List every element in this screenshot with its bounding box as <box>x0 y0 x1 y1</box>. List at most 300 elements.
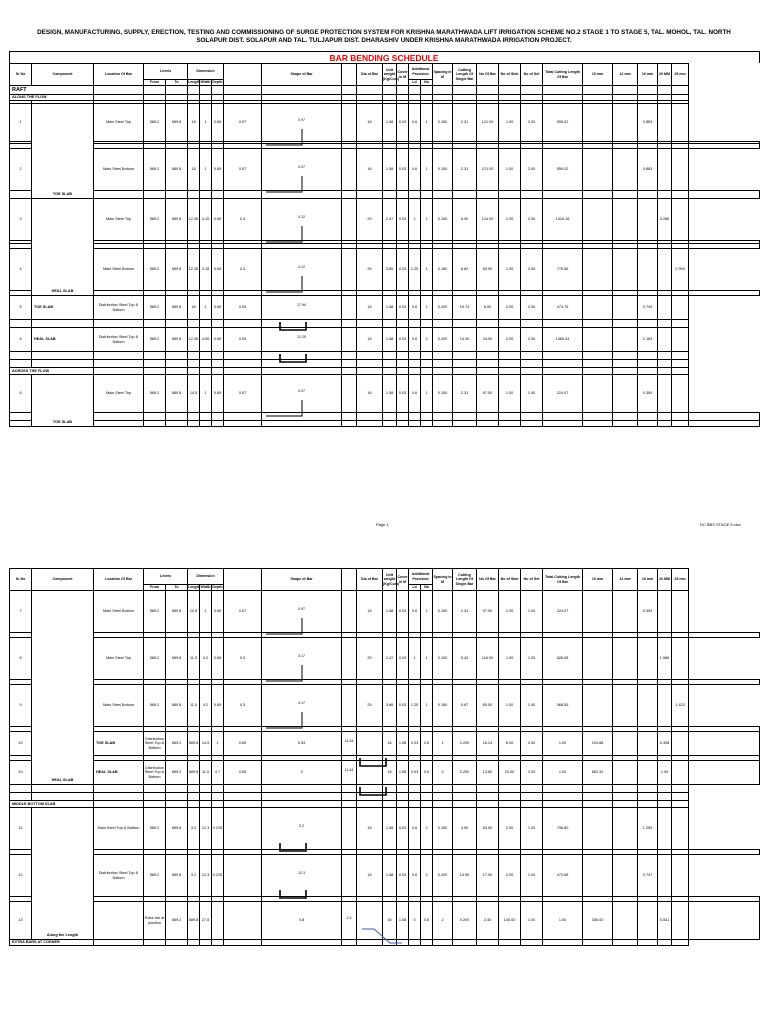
cell-16mm <box>638 249 658 291</box>
blank-cell <box>397 421 409 427</box>
cell-cutting-length: 5.30 <box>453 199 477 241</box>
cell-12mm <box>613 249 638 291</box>
cell-spacing: 0.150 <box>433 591 453 633</box>
cell-no-of-bar: 17.00 <box>477 855 499 897</box>
blank-cell <box>144 191 166 199</box>
blank-cell <box>433 320 453 328</box>
cell-12mm <box>613 855 638 897</box>
cell-spacing: 0.180 <box>433 685 453 727</box>
col-10mm: 10 mm <box>583 64 613 86</box>
cell-total-cutting: 336.00 <box>583 902 613 940</box>
cell-16mm <box>638 638 658 680</box>
col-sr-no: Sr No <box>10 64 32 86</box>
cell-location: Extra bar at junction <box>144 902 166 940</box>
cell-dia: 20 <box>357 199 383 241</box>
blank-cell <box>658 793 672 801</box>
blank-cell <box>10 320 32 328</box>
col-additional: Additional Provision <box>409 569 433 585</box>
cell-dia: 16 <box>357 104 383 142</box>
blank-cell <box>32 320 94 328</box>
col-spacing: Spacing in M <box>433 569 453 591</box>
blank-cell <box>477 785 499 793</box>
cell-10mm <box>613 761 638 785</box>
cell-unit-weight: 3.86 <box>383 249 397 291</box>
cell-no-of-bar: 97.00 <box>477 591 499 633</box>
blank-cell <box>32 352 94 360</box>
cell-spacer <box>342 249 357 291</box>
blank-cell <box>32 793 94 801</box>
blank-cell <box>433 413 453 421</box>
blank-cell <box>397 352 409 360</box>
bar-shape-svg <box>262 340 342 370</box>
cell-cover: 0.03 <box>397 296 409 320</box>
blank-cell <box>212 352 224 360</box>
col-20mm: 20 MM <box>658 569 672 591</box>
cell-cover: 0.03 <box>397 685 409 727</box>
cell-no-of-set: 1.00 <box>543 902 583 940</box>
blank-cell <box>499 793 521 801</box>
section-across-flow <box>10 368 760 375</box>
cell-cutting-length: 2.31 <box>453 104 477 142</box>
blank-cell <box>383 360 397 368</box>
cell-location: Distribution Steel Top & Bottom <box>94 328 144 352</box>
cell-to: 589.8 <box>188 902 200 940</box>
cell-no-of-set: 2.00 <box>521 149 543 191</box>
cell-16mm: 0.747 <box>638 855 658 897</box>
cell-spacing: 0.200 <box>453 732 477 756</box>
schedule-row <box>10 732 760 756</box>
cell-depth: 0.65 <box>212 149 224 191</box>
cell-cutting-length: 5.42 <box>453 638 477 680</box>
cell-extra: 0.57 <box>224 375 262 413</box>
blank-cell <box>262 940 342 946</box>
blank-cell <box>638 352 658 360</box>
cell-cover: 0.03 <box>409 761 421 785</box>
cell-no-of-side: 2.00 <box>521 732 543 756</box>
cell-to: 589.8 <box>166 296 188 320</box>
cell-ld: 0.6 <box>409 808 421 850</box>
col-dimension: Dimension <box>188 64 224 80</box>
col-location: Location Of Bar <box>94 569 144 591</box>
cell-12mm <box>613 328 638 352</box>
cell-from: 589.2 <box>166 902 188 940</box>
cell-10mm <box>613 902 638 940</box>
col-depth: Depth <box>212 585 223 590</box>
col-from: From <box>144 585 166 591</box>
bar-shape <box>342 761 357 785</box>
cell-10mm <box>583 591 613 633</box>
blank-cell <box>224 360 262 368</box>
blank-cell <box>638 785 658 793</box>
blank-cell <box>200 368 212 375</box>
schedule-row <box>10 902 760 940</box>
cell-no-of-side: 2.00 <box>499 808 521 850</box>
cell-10mm <box>583 855 613 897</box>
cell-no-of-set: 2.00 <box>521 104 543 142</box>
blank-cell <box>543 413 583 421</box>
col-no-of-side: No of Side <box>499 569 521 591</box>
cell-width <box>212 902 224 940</box>
blank-cell <box>224 86 262 95</box>
cell-sr-no: 4 <box>10 249 32 291</box>
cell-length: 3.2 <box>188 808 200 850</box>
cell-cover: 0.03 <box>397 855 409 897</box>
blank-cell <box>212 793 224 801</box>
blank-cell <box>94 368 144 375</box>
col-ld: Ld <box>409 585 421 591</box>
blank-cell <box>144 86 166 95</box>
blank-cell <box>453 793 477 801</box>
col-total-cutting: Total Cutting Length Of Bar <box>543 64 583 86</box>
col-spacer <box>342 569 357 591</box>
bar-shape-dimension: 12.29 <box>297 335 307 340</box>
bar-shape-dimension: 0.97 <box>298 389 306 394</box>
blank-cell <box>144 360 166 368</box>
cell-no: 1 <box>421 249 433 291</box>
blank-cell <box>613 785 638 793</box>
blank-cell <box>543 801 583 808</box>
cell-20mm <box>658 685 672 727</box>
col-depth: Depth <box>212 80 223 85</box>
blank-cell <box>658 801 672 808</box>
cell-extra: 0.3 <box>224 249 262 291</box>
blank-cell <box>409 320 421 328</box>
bar-shape <box>262 249 342 291</box>
blank-row <box>10 320 760 328</box>
blank-cell <box>613 191 638 199</box>
cell-width: 12.3 <box>200 808 212 850</box>
col-dimension: Dimension <box>188 569 224 585</box>
blank-cell <box>638 421 658 427</box>
cell-spacing: 0.200 <box>433 855 453 897</box>
cell-25mm <box>672 375 689 413</box>
blank-cell <box>166 421 188 427</box>
cell-cutting-length: 5.67 <box>453 685 477 727</box>
cell-from: 589.2 <box>144 104 166 142</box>
cell-to: 589.8 <box>166 104 188 142</box>
blank-cell <box>499 360 521 368</box>
cell-spacer <box>342 591 357 633</box>
cell-ld: 0.6 <box>409 591 421 633</box>
cell-width: 4.15 <box>200 199 212 241</box>
blank-cell <box>94 940 144 946</box>
cell-component <box>94 902 144 940</box>
sheet-left-border <box>9 51 10 63</box>
blank-cell <box>342 413 357 421</box>
blank-cell <box>543 191 583 199</box>
section-across-flow-label: ACROSS THE FLOW <box>10 368 94 375</box>
schedule-row <box>10 685 760 727</box>
blank-cell <box>342 320 357 328</box>
cell-total-cutting: 224.07 <box>543 591 583 633</box>
cell-no-of-bar: 6.00 <box>499 732 521 756</box>
cell-cutting-length: 16.24 <box>477 732 499 756</box>
blank-cell <box>224 421 262 427</box>
blank-cell <box>638 801 658 808</box>
blank-cell <box>144 801 166 808</box>
blank-cell <box>433 352 453 360</box>
cell-no: 1 <box>421 296 433 320</box>
cell-extra: 0.57 <box>224 104 262 142</box>
bar-shape-dimension: 17.94 <box>297 303 307 308</box>
cell-width: 1 <box>200 104 212 142</box>
cell-to: 589.8 <box>166 375 188 413</box>
cell-cover: 0.03 <box>397 328 409 352</box>
cell-no: 2 <box>421 808 433 850</box>
blank-cell <box>357 360 383 368</box>
cell-no-of-set: 1.00 <box>543 732 583 756</box>
blank-cell <box>477 413 499 421</box>
blank-cell <box>421 413 433 421</box>
col-component: Component <box>32 64 94 86</box>
cell-total-cutting: 368.55 <box>543 685 583 727</box>
blank-cell <box>672 191 689 199</box>
blank-cell <box>421 940 433 946</box>
cell-extra: 0.3 <box>224 638 262 680</box>
cell-25mm <box>689 732 760 756</box>
cell-25mm: 2.993 <box>672 249 689 291</box>
blank-cell <box>397 360 409 368</box>
bar-shape-dimension: 3.2 <box>299 824 305 829</box>
blank-cell <box>200 413 212 421</box>
cell-no-of-bar: 121.00 <box>477 149 499 191</box>
blank-cell <box>166 360 188 368</box>
bar-shape <box>262 591 342 633</box>
bar-shape-dimension: 0.97 <box>298 165 306 170</box>
cell-10mm <box>583 296 613 320</box>
cell-sr-no: 13 <box>10 902 32 940</box>
bar-shape-svg <box>262 394 342 424</box>
blank-cell <box>453 86 477 95</box>
col-cover: Cover in M <box>397 569 409 591</box>
cell-no-of-bar: 24.00 <box>499 761 521 785</box>
cell-length: 11.5 <box>188 685 200 727</box>
col-ld: Ld <box>409 80 421 86</box>
cell-location: Main Steel Bottom <box>94 685 144 727</box>
schedule-row <box>10 638 760 680</box>
blank-cell <box>433 793 453 801</box>
cell-component: HEAL SLAB <box>32 328 94 352</box>
bar-shape-svg <box>342 773 422 803</box>
cell-component: TOE SLAB <box>32 296 94 320</box>
cell-cutting-length: 2.40 <box>477 902 499 940</box>
cell-12mm <box>613 808 638 850</box>
col-12mm: 12 mm <box>613 64 638 86</box>
blank-cell <box>477 940 499 946</box>
blank-cell <box>94 86 144 95</box>
cell-20mm: 1.586 <box>658 638 672 680</box>
blank-cell <box>262 801 342 808</box>
cell-dia: 16 <box>357 591 383 633</box>
cell-ld: 1 <box>409 199 421 241</box>
cell-10mm <box>583 249 613 291</box>
blank-cell <box>212 86 224 95</box>
cell-component: TOE SLAB <box>32 375 94 427</box>
blank-cell <box>166 368 188 375</box>
cell-from: 589.2 <box>144 199 166 241</box>
col-25mm: 25 mm <box>672 64 689 86</box>
cell-no-of-set: 1.00 <box>543 761 583 785</box>
cell-extra: 0.3 <box>224 685 262 727</box>
cell-dia: 16 <box>357 149 383 191</box>
blank-cell <box>188 793 200 801</box>
blank-cell <box>188 940 200 946</box>
blank-cell <box>499 320 521 328</box>
cell-total-cutting: 628.08 <box>543 638 583 680</box>
cell-no-of-side: 2.00 <box>499 296 521 320</box>
blank-cell <box>200 793 212 801</box>
blank-cell <box>583 940 613 946</box>
blank-cell <box>453 413 477 421</box>
blank-cell <box>543 785 583 793</box>
cell-no-of-bar: 65.00 <box>477 685 499 727</box>
blank-cell <box>499 413 521 421</box>
blank-cell <box>638 360 658 368</box>
blank-cell <box>200 940 212 946</box>
blank-cell <box>689 680 760 685</box>
cell-sr-no: 7 <box>10 591 32 633</box>
cell-12mm <box>638 902 658 940</box>
cell-from: 589.2 <box>144 808 166 850</box>
col-cutting: Cutting Length Of Single Bar <box>453 569 477 591</box>
blank-cell <box>10 793 32 801</box>
cell-no-of-bar: 124.00 <box>477 199 499 241</box>
blank-cell <box>477 86 499 95</box>
cell-component: TOE SLAB <box>32 104 94 199</box>
cell-no-of-set: 1.00 <box>521 808 543 850</box>
cell-width: 4.65 <box>200 328 212 352</box>
blank-cell <box>383 320 397 328</box>
blank-cell <box>357 191 383 199</box>
cell-16mm: 1.05 <box>658 761 672 785</box>
blank-cell <box>583 191 613 199</box>
blank-cell <box>409 368 421 375</box>
cell-20mm <box>658 149 672 191</box>
blank-cell <box>521 86 543 95</box>
cell-total-cutting: 775.56 <box>543 249 583 291</box>
blank-cell <box>188 352 200 360</box>
cell-length: 18 <box>188 104 200 142</box>
cell-unit-weight: 1.58 <box>383 808 397 850</box>
blank-cell <box>200 785 212 793</box>
blank-cell <box>499 785 521 793</box>
blank-cell <box>188 785 200 793</box>
bar-shape-line <box>360 758 386 766</box>
bar-shape-line <box>266 712 302 728</box>
blank-cell <box>521 421 543 427</box>
cell-no-of-set: 2.00 <box>521 249 543 291</box>
cell-25mm <box>672 149 689 191</box>
cell-unit-weight: 1.58 <box>383 328 397 352</box>
col-16mm: 16 mm <box>638 569 658 591</box>
cell-cover: 0.03 <box>397 199 409 241</box>
cell-no-of-set: 2.00 <box>521 296 543 320</box>
blank-cell <box>453 191 477 199</box>
blank-cell <box>672 320 689 328</box>
blank-cell <box>477 191 499 199</box>
cell-width: 1 <box>200 591 212 633</box>
blank-cell <box>658 421 672 427</box>
blank-cell <box>32 360 94 368</box>
cell-ld: 1 <box>409 638 421 680</box>
blank-cell <box>166 413 188 421</box>
cell-10mm <box>583 199 613 241</box>
bar-shape <box>342 902 357 940</box>
blank-cell <box>200 320 212 328</box>
cell-depth: 0.65 <box>212 328 224 352</box>
cell-no-of-set: 2.00 <box>521 328 543 352</box>
blank-cell <box>521 352 543 360</box>
blank-cell <box>543 368 583 375</box>
cell-extra: 0.8 <box>262 902 342 940</box>
cell-10mm <box>583 638 613 680</box>
cell-no-of-side: 1.00 <box>499 638 521 680</box>
cell-unit-weight: 2.47 <box>383 199 397 241</box>
cell-spacer <box>342 328 357 352</box>
cell-25mm <box>672 638 689 680</box>
cell-location: Main Steel Top <box>94 104 144 142</box>
blank-cell <box>188 86 200 95</box>
cell-ld: 0.6 <box>409 328 421 352</box>
blank-cell <box>453 352 477 360</box>
blank-cell <box>521 793 543 801</box>
cell-sr-no: 12 <box>10 855 32 897</box>
cell-16mm <box>638 199 658 241</box>
col-to: To <box>166 585 188 591</box>
cell-from: 589.2 <box>144 855 166 897</box>
blank-cell <box>477 368 499 375</box>
blank-cell <box>383 368 397 375</box>
cell-depth: 0.65 <box>224 732 262 756</box>
blank-cell <box>453 368 477 375</box>
blank-cell <box>658 86 672 95</box>
cell-cutting-length: 2.31 <box>453 149 477 191</box>
cell-25mm <box>672 808 689 850</box>
cell-location: Distribution Steel Top & Bottom <box>144 761 166 785</box>
col-length: Length <box>188 585 200 590</box>
blank-cell <box>421 368 433 375</box>
cell-total-cutting: 796.80 <box>543 808 583 850</box>
cell-20mm <box>672 902 689 940</box>
col-from: From <box>144 80 166 86</box>
blank-cell <box>166 191 188 199</box>
blank-cell <box>672 421 689 427</box>
blank-cell <box>658 191 672 199</box>
blank-cell <box>357 413 383 421</box>
cell-location: Main Steel Bottom <box>94 249 144 291</box>
cell-spacer <box>342 199 357 241</box>
col-spacer <box>342 64 357 86</box>
col-no: No <box>421 585 433 591</box>
cell-spacing: 0.200 <box>453 902 477 940</box>
blank-cell <box>658 368 672 375</box>
cell-20mm <box>658 296 672 320</box>
blank-cell <box>521 320 543 328</box>
cell-ld: 0.6 <box>409 296 421 320</box>
cell-cutting-length: 13.80 <box>477 761 499 785</box>
cell-no-of-side: 2.00 <box>499 855 521 897</box>
cell-total-cutting: 473.76 <box>543 296 583 320</box>
blank-cell <box>383 421 397 427</box>
bar-shape <box>262 855 342 897</box>
section-extra-bars-label: EXTRA BARS AT CORNER <box>10 940 94 946</box>
blank-cell <box>357 352 383 360</box>
cell-no-of-bar: 140.00 <box>499 902 521 940</box>
cell-cover: 0 <box>409 902 421 940</box>
cell-sr-no: 11 <box>10 808 32 850</box>
blank-cell <box>409 421 421 427</box>
bar-shape-svg <box>262 876 342 906</box>
